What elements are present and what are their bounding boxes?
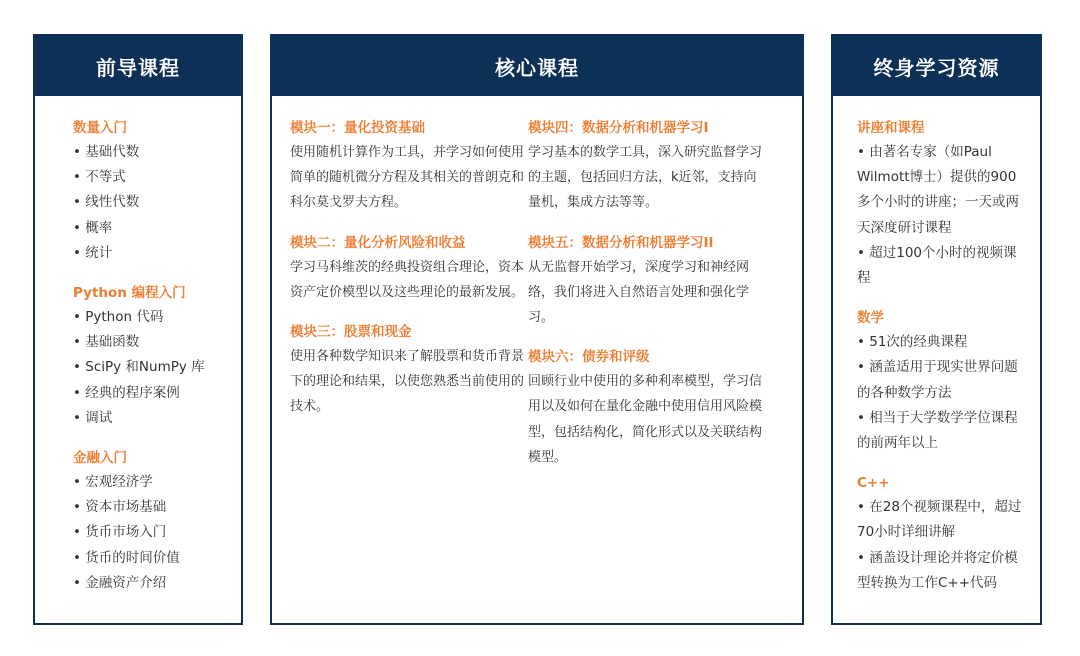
lifelong-section-cpp — [857, 471, 1024, 596]
module-title: 模块三：股票和现金 — [290, 324, 412, 341]
module-5 — [528, 231, 766, 331]
prereq-section-finance — [73, 446, 233, 596]
core-right-column — [528, 116, 766, 485]
lifelong-header: 终身学习资源 — [833, 36, 1040, 96]
list-item: • 涵盖设计理论并将定价模型转换为工作C++代码 — [857, 549, 1018, 591]
section-title: 讲座和课程 — [857, 120, 925, 136]
list-item: • 资本市场基础 — [73, 499, 167, 516]
list-item: • 51次的经典课程 — [857, 334, 968, 351]
list-item: • 基础函数 — [73, 334, 140, 351]
section-title: 数学 — [857, 310, 884, 327]
section-title: C++ — [857, 475, 890, 492]
module-text: 回顾行业中使用的多种利率模型，学习信用以及如何在量化金融中使用信用风险模型，包括结构化，简化形式以及关联结构模型。 — [528, 374, 763, 465]
module-text: 学习基本的数学工具，深入研究监督学习的主题，包括回归方法，k近邻，支持向量机，集成方法等等。 — [528, 145, 763, 211]
list-item: • 涵盖适用于现实世界问题的各种数学方法 — [857, 359, 1018, 401]
list-item: • 超过100个小时的视频课程 — [857, 244, 1017, 287]
module-title: 模块一：量化投资基础 — [290, 120, 425, 136]
module-text: 学习马科维茨的经典投资组合理论，资本资产定价模型以及这些理论的最新发展。 — [290, 259, 525, 300]
module-text: 使用各种数学知识来了解股票和货币背景下的理论和结果，以使您熟悉当前使用的技术。 — [290, 349, 525, 415]
list-item: • 由著名专家（如Paul Wilmott博士）提供的900多个小时的讲座；一天或两天深度研讨课程 — [857, 144, 1019, 236]
lifelong-body — [833, 96, 1040, 596]
lifelong-panel — [831, 34, 1042, 625]
module-text: 使用随机计算作为工具，并学习如何使用简单的随机微分方程及其相关的普朗克和科尔莫戈罗夫方程。 — [290, 145, 525, 211]
module-3 — [290, 320, 528, 420]
list-item: • 金融资产介绍 — [73, 574, 167, 591]
core-left-column — [290, 116, 528, 485]
module-title: 模块四：数据分析和机器学习I — [528, 120, 709, 136]
list-item: • 统计 — [73, 244, 113, 261]
list-item: • 概率 — [73, 219, 113, 236]
module-1 — [290, 116, 528, 216]
module-4 — [528, 116, 766, 216]
prereq-section-python — [73, 281, 233, 431]
list-item: • 在28个视频课程中，超过70小时详细讲解 — [857, 499, 1022, 541]
module-title: 模块二：量化分析风险和收益 — [290, 234, 466, 251]
module-title: 模块六：债券和评级 — [528, 349, 650, 366]
core-header: 核心课程 — [272, 36, 802, 96]
section-title: 金融入门 — [73, 450, 127, 467]
lifelong-section-lectures — [857, 116, 1024, 291]
list-item: • Python 代码 — [73, 309, 164, 326]
list-item: • 经典的程序案例 — [73, 384, 180, 401]
prereq-body — [35, 96, 241, 596]
list-item: • 货币的时间价值 — [73, 549, 180, 566]
list-item: • 货币市场入门 — [73, 524, 167, 541]
list-item: • 不等式 — [73, 169, 126, 186]
list-item: • SciPy 和NumPy 库 — [73, 359, 205, 376]
list-item: • 基础代数 — [73, 144, 140, 160]
prereq-panel — [33, 34, 243, 625]
list-item: • 线性代数 — [73, 194, 140, 211]
module-6 — [528, 345, 766, 470]
core-panel — [270, 34, 804, 625]
core-body — [272, 96, 802, 485]
prereq-header: 前导课程 — [35, 36, 241, 96]
section-title: 数量入门 — [73, 120, 127, 136]
module-text: 从无监督开始学习，深度学习和神经网络，我们将进入自然语言处理和强化学习。 — [528, 259, 750, 326]
module-title: 模块五：数据分析和机器学习II — [528, 234, 714, 251]
list-item: • 宏观经济学 — [73, 474, 153, 491]
prereq-section-quant — [73, 116, 233, 266]
module-2 — [290, 231, 528, 305]
lifelong-section-math — [857, 306, 1024, 456]
list-item: • 调试 — [73, 409, 113, 426]
list-item: • 相当于大学数学学位课程的前两年以上 — [857, 409, 1018, 452]
section-title: Python 编程入门 — [73, 285, 186, 302]
